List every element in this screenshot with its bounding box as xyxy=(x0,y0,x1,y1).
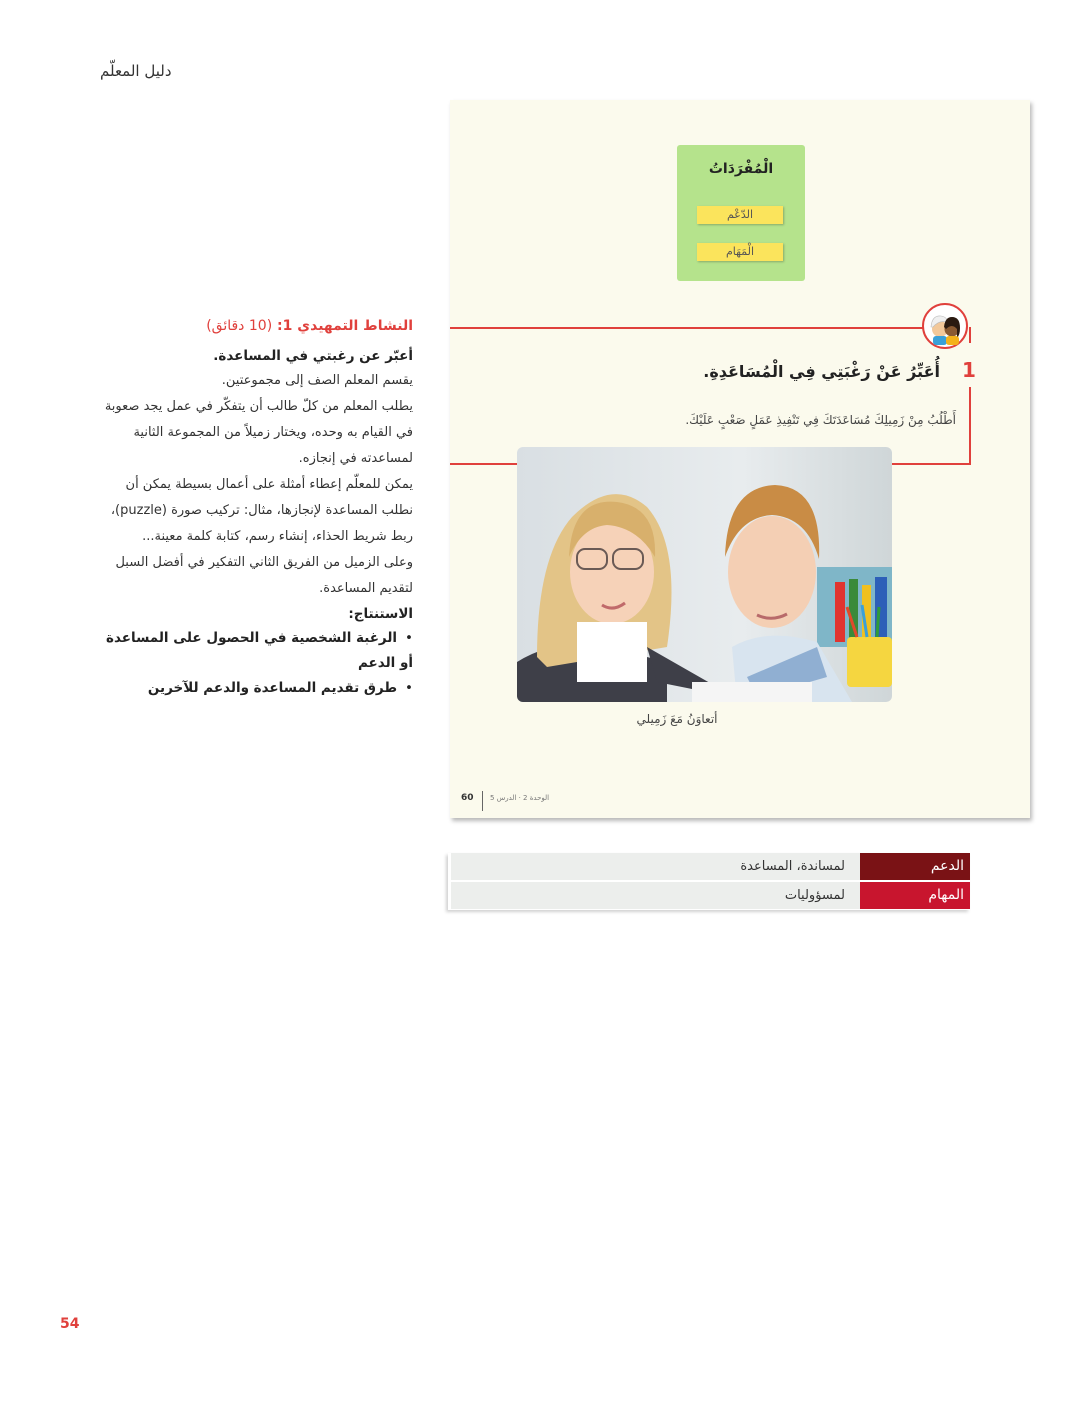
activity-paragraph: وعلى الزميل من الفريق الثاني التفكير في أفضل السبل لتقديم المساعدة. xyxy=(115,555,413,596)
activity-notes xyxy=(96,318,413,701)
glossary-table xyxy=(448,853,970,910)
section-instruction: أَطْلُبُ مِنْ زَمِيلِكَ مُسَاعَدَتَكَ فِي تَنْفِيذِ عَمَلٍ صَعْبٍ عَلَيْكَ. xyxy=(685,413,956,427)
children-reading-photo xyxy=(517,447,892,702)
textbook-footer-label: الوحدة 2 · الدرس 5 xyxy=(490,794,550,802)
glossary-row xyxy=(448,853,970,880)
glossary-term: المهام xyxy=(860,882,970,909)
section-number: 1 xyxy=(962,358,976,382)
activity-paragraph: يمكن للمعلّم إعطاء أمثلة على أعمال بسيطة يمكن أن نطلب المساعدة لإنجازها، مثال: تركيب صورة (puzzle)، ربط شريط الحذاء، إنشاء رسم، كتابة كلمة معينة... xyxy=(110,477,413,544)
section-title: أُعَبِّرُ عَنْ رَغْبَتِي فِي الْمُسَاعَدِةِ. xyxy=(703,362,940,381)
section-line-top xyxy=(450,327,924,329)
textbook-page xyxy=(450,100,1030,818)
conclusion-item: •طرق تقديم المساعدة والدعم للآخرين xyxy=(147,680,413,696)
activity-goal: أعبّر عن رغبتي في المساعدة. xyxy=(213,348,413,364)
photo-caption: أتعاوَنُ مَعَ زَمِيلي xyxy=(636,712,718,726)
vocabulary-title: الْمُفْرَدَاتُ xyxy=(708,161,774,177)
glossary-definition: لمسؤوليات xyxy=(451,882,861,909)
footer-divider xyxy=(482,791,483,811)
vocabulary-box xyxy=(677,145,805,281)
page-number: 54 xyxy=(60,1316,80,1332)
conclusion-label: الاستنتاج: xyxy=(348,606,413,622)
activity-duration: (10 دقائق) xyxy=(206,318,273,334)
vocabulary-word: الْمَهَام xyxy=(697,243,783,261)
children-avatar-icon xyxy=(922,303,968,349)
conclusion-item: •الرغبة الشخصية في الحصول على المساعدة أو الدعم xyxy=(106,630,413,671)
guide-title: دليل المعلّم xyxy=(100,62,172,80)
vocabulary-word: الدّعْم xyxy=(697,206,783,224)
glossary-term: الدعم xyxy=(860,853,970,880)
textbook-page-number: 60 xyxy=(461,793,474,803)
glossary-row xyxy=(448,882,970,909)
activity-title: النشاط التمهيدي 1: (10 دقائق) xyxy=(206,318,413,334)
activity-paragraph: يقسم المعلم الصف إلى مجموعتين. xyxy=(221,373,413,388)
glossary-definition: لمساندة، المساعدة xyxy=(451,853,861,880)
section-line xyxy=(969,327,971,343)
activity-paragraph: يطلب المعلم من كلّ طالب أن يتفكّر في عمل يجد صعوبة في القيام به وحده، ويختار زميلاً من المجموعة الثانية لمساعدته في إنجازه. xyxy=(104,399,413,466)
section-line xyxy=(969,387,971,463)
